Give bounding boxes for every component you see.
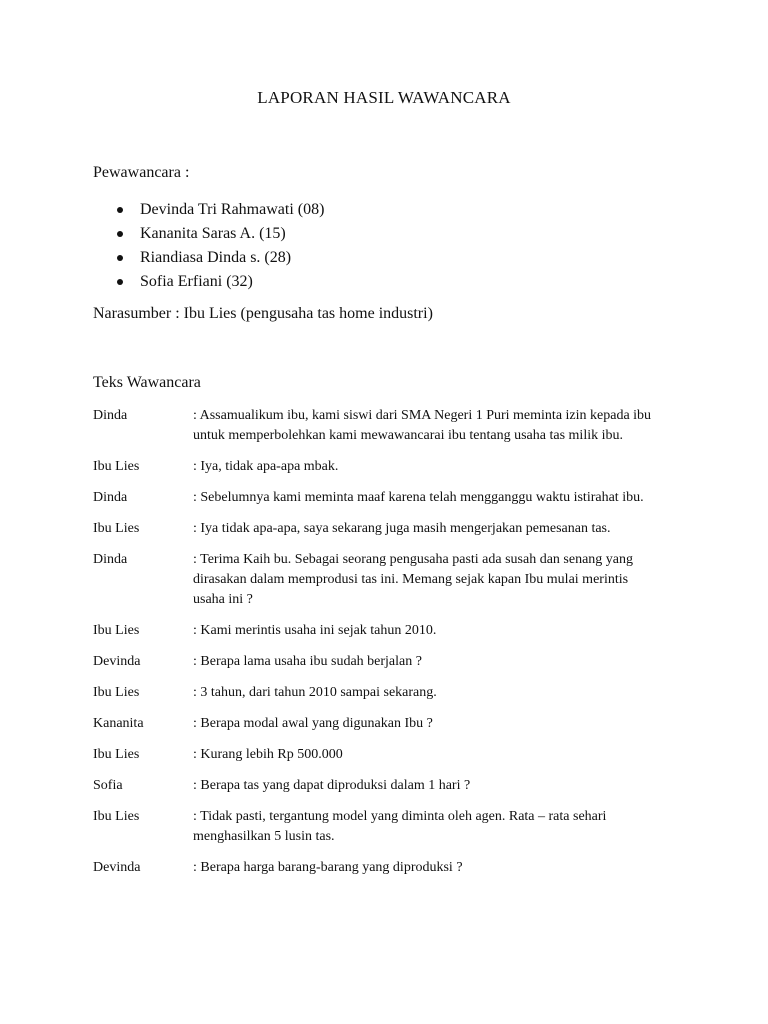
speaker-name: Dinda [93,490,128,505]
dialogue-text: : Assamualikum ibu, kami siswi dari SMA Negeri 1 Puri meminta izin kepada ibu untuk memperbolehkan kami mewawancarai ibu tentang usaha tas milik ibu. [193,408,652,443]
interviewer-name: Devinda Tri Rahmawati (08) [140,201,325,218]
bullet-icon [117,279,123,285]
dialogue-row [93,406,673,446]
bullet-icon [117,231,123,237]
dialogue-heading: Teks Wawancara [93,374,201,391]
speaker-name: Ibu Lies [93,685,140,700]
dialogue-text: : Iya, tidak apa-apa mbak. [193,459,339,474]
source-line: Narasumber : Ibu Lies (pengusaha tas home industri) [93,305,433,322]
dialogue-text: : Terima Kaih bu. Sebagai seorang pengusaha pasti ada susah dan senang yang dirasakan dalam memprodusi tas ini. Memang sejak kapan Ibu mulai merintis usaha ini ? [193,552,634,607]
dialogue-text: : Kami merintis usaha ini sejak tahun 2010. [193,623,437,638]
dialogue-row [93,745,673,765]
interviewer-label: Pewawancara : [93,164,190,181]
speaker-name: Dinda [93,552,128,567]
dialogue-row [93,488,673,508]
speaker-name: Ibu Lies [93,521,140,536]
speaker-name: Kananita [93,716,144,731]
dialogue-row [93,807,673,847]
interviewer-name: Riandiasa Dinda s. (28) [140,249,292,266]
speaker-name: Devinda [93,654,141,669]
interviewer-name: Sofia Erfiani (32) [140,273,253,290]
dialogue-row [93,457,673,477]
speaker-name: Sofia [93,778,123,793]
speaker-name: Ibu Lies [93,809,140,824]
bullet-icon [117,255,123,261]
dialogue-text: : Kurang lebih Rp 500.000 [193,747,343,762]
dialogue-row [93,621,673,641]
interviewer-name: Kananita Saras A. (15) [140,225,286,242]
speaker-name: Ibu Lies [93,623,140,638]
dialogue-row [93,519,673,539]
speaker-name: Dinda [93,408,128,423]
speaker-name: Ibu Lies [93,459,140,474]
dialogue-text: : Berapa harga barang-barang yang diproduksi ? [193,860,463,875]
bullet-icon [117,207,123,213]
dialogue-text: : 3 tahun, dari tahun 2010 sampai sekarang. [193,685,437,700]
dialogue-row [93,858,673,878]
dialogue-table [93,406,673,889]
dialogue-row [93,776,673,796]
dialogue-text: : Berapa tas yang dapat diproduksi dalam 1 hari ? [193,778,471,793]
dialogue-row [93,550,673,610]
dialogue-text: : Berapa modal awal yang digunakan Ibu ? [193,716,433,731]
dialogue-row [93,683,673,703]
dialogue-row [93,652,673,672]
dialogue-text: : Sebelumnya kami meminta maaf karena telah mengganggu waktu istirahat ibu. [193,490,644,505]
dialogue-text: : Iya tidak apa-apa, saya sekarang juga masih mengerjakan pemesanan tas. [193,521,611,536]
dialogue-text: : Tidak pasti, tergantung model yang diminta oleh agen. Rata – rata sehari menghasilkan 5 lusin tas. [193,809,607,844]
dialogue-text: : Berapa lama usaha ibu sudah berjalan ? [193,654,422,669]
speaker-name: Devinda [93,860,141,875]
dialogue-row [93,714,673,734]
speaker-name: Ibu Lies [93,747,140,762]
document-title: LAPORAN HASIL WAWANCARA [257,88,511,107]
